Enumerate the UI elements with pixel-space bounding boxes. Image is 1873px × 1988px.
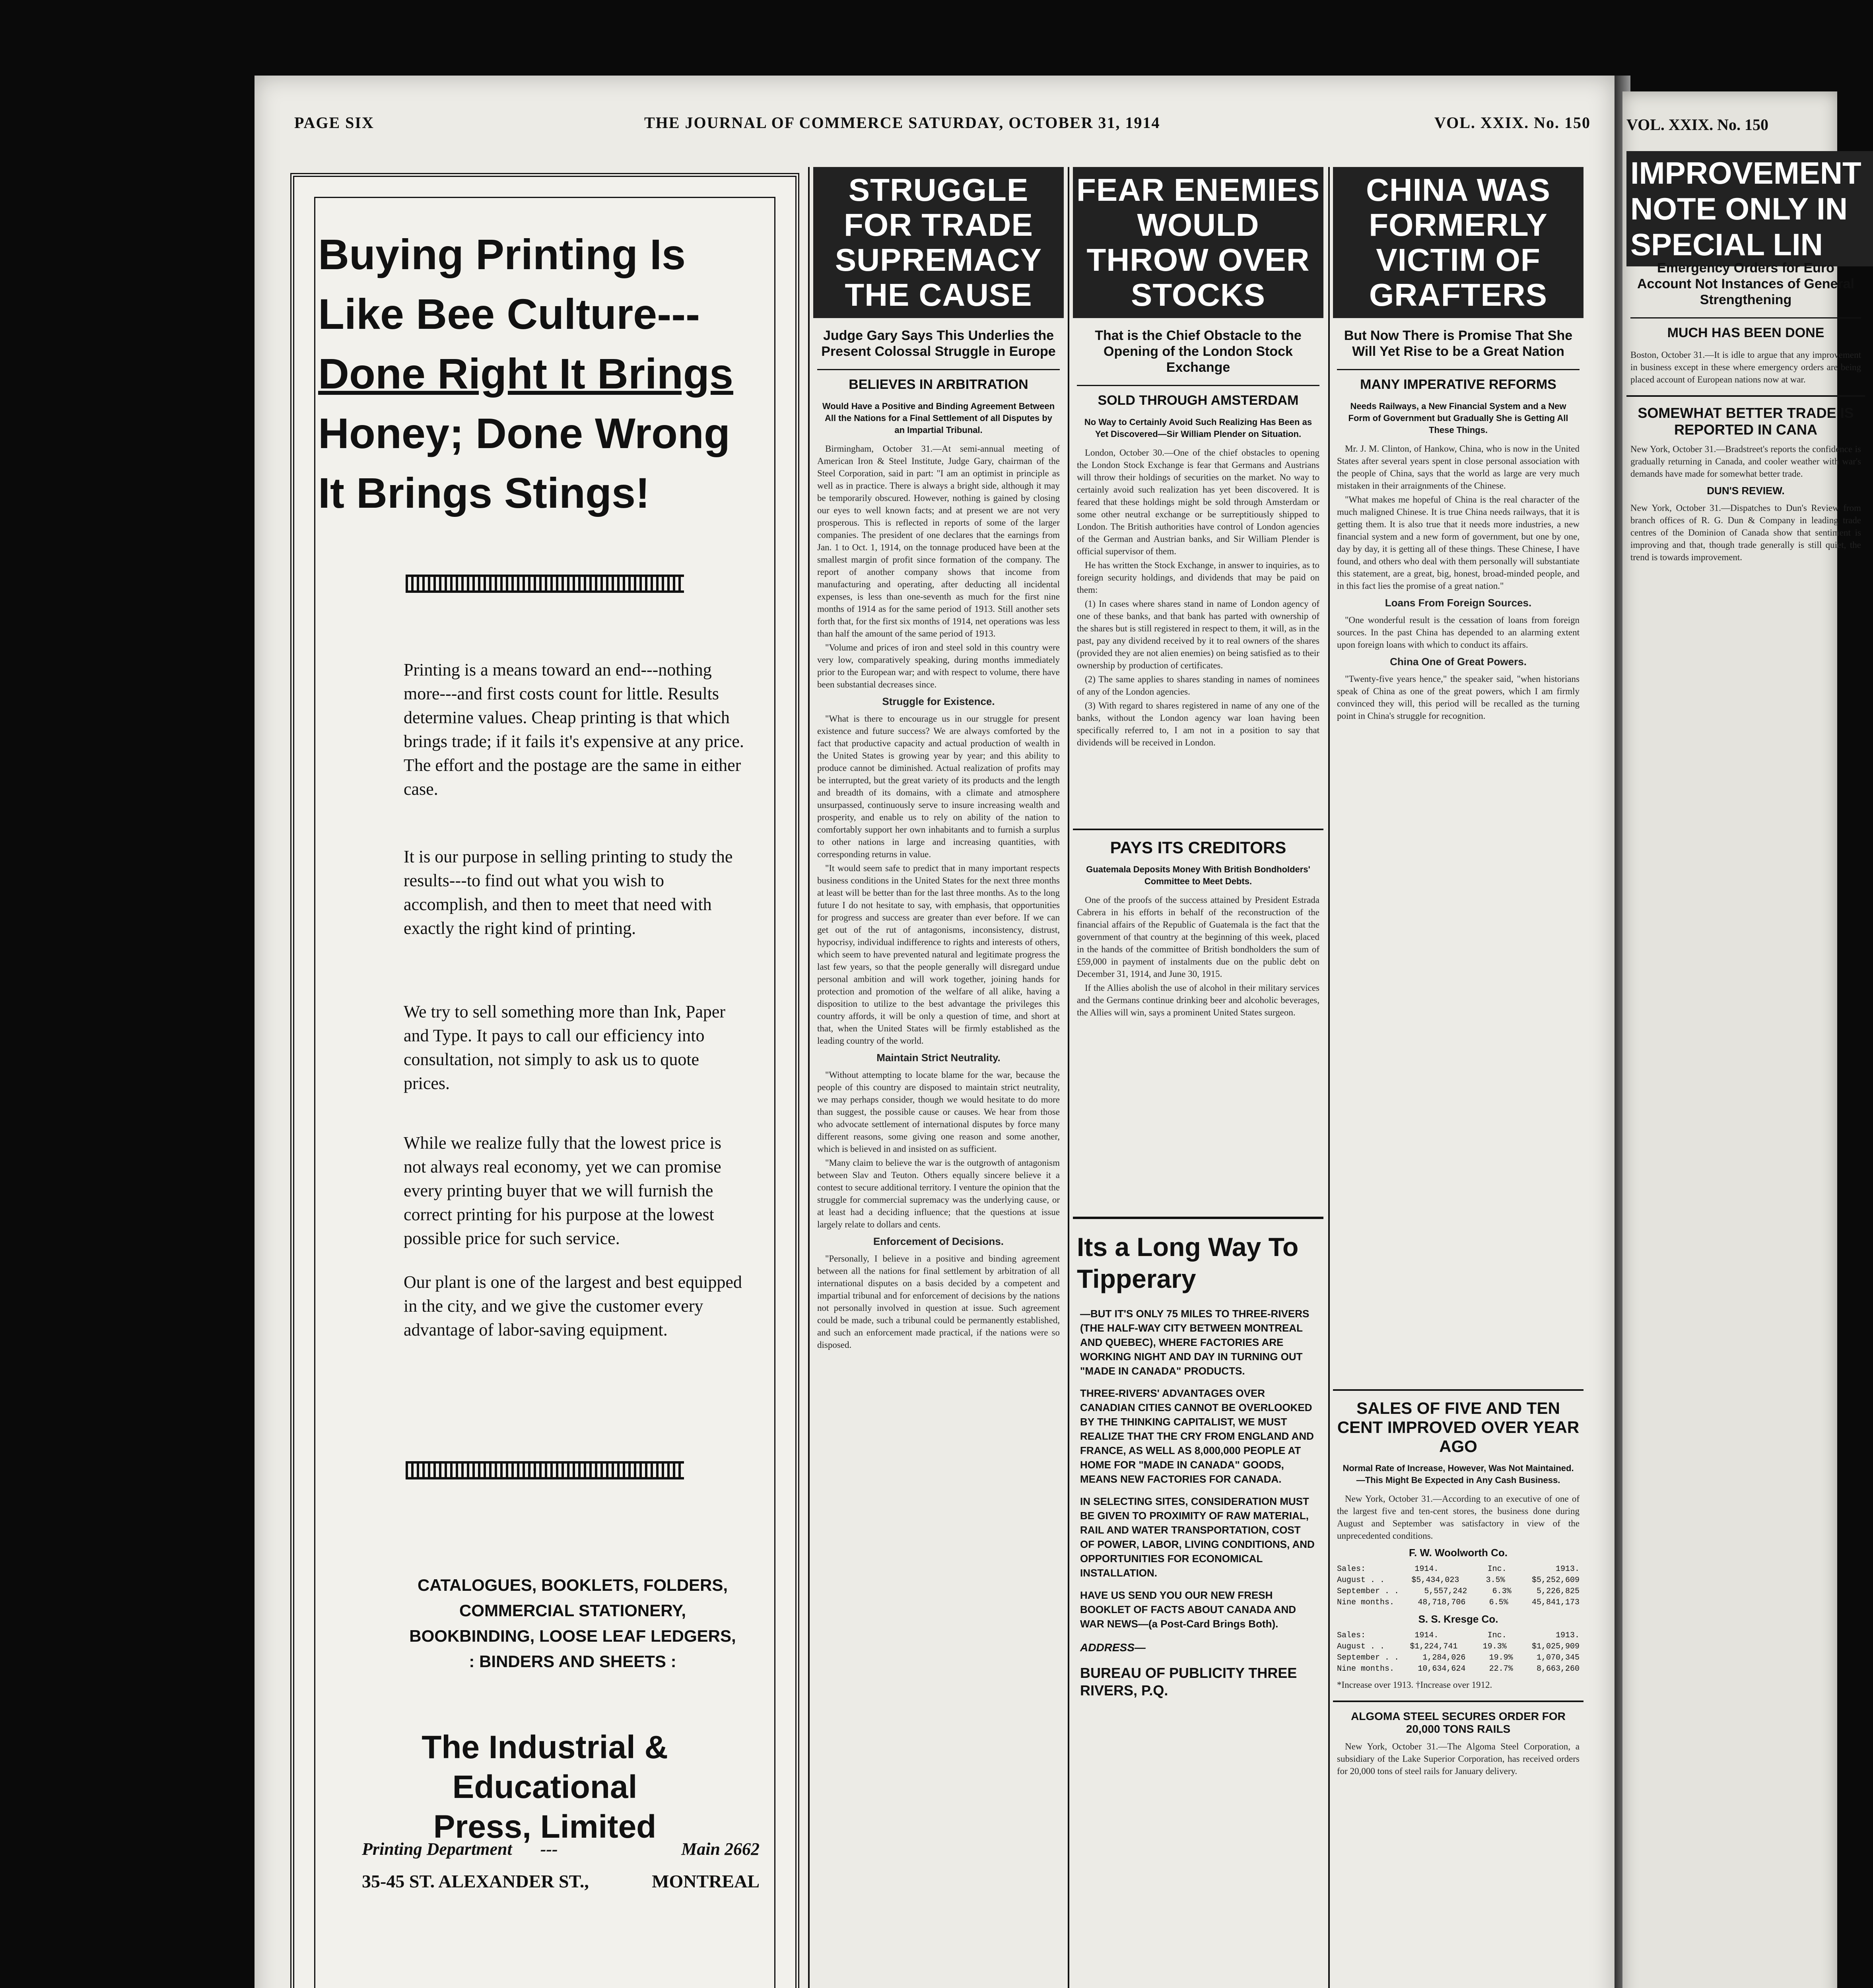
- sales-table: [1337, 1564, 1580, 1608]
- volume-number: VOL. XXIX. No. 150: [1626, 116, 1768, 134]
- address-street: 35-45 ST. ALEXANDER ST.,: [362, 1871, 589, 1891]
- paragraph: "Personally, I believe in a positive and binding agreement between all the nations for final settlement by arbitration of all international disputes on a basis decided by a competent and impartial tribunal and for enforcement of decisions by the nations not personally involved in question at issue. Such agreement could be made, such a tribunal could be permanently established, and such an enforcement made practical, if the nations were so disposed.: [817, 1254, 1060, 1350]
- ad-headline-line: Honey; Done Wrong: [318, 409, 730, 457]
- ad-paragraph: Printing is a means toward an end---nothing more---and first costs count for little. Results determine values. Cheap printing is that which brings trade; if it fails it's expensive at any price. The effort and the postage are the same in either case.: [404, 660, 744, 799]
- paragraph: Mr. J. M. Clinton, of Hankow, China, who is now in the United States after several years spent in close personal association with the people of China, says that the world as large are very much mistaken in their arraignments of the Chinese.: [1337, 444, 1580, 491]
- ad-headline: [318, 225, 764, 523]
- paragraph: New York, October 31.—According to an executive of one of the largest five and ten-cent stores, the business done during August and September was satisfactory in view of the unprecedented conditions.: [1337, 1494, 1580, 1541]
- tipperary-paragraph: —BUT IT'S ONLY 75 MILES TO THREE-RIVERS (THE HALF-WAY CITY BETWEEN MONTREAL AND QUEBEC), WHERE FACTORIES ARE WORKING NIGHT AND DAY IN TURNING OUT "MADE IN CANADA" PRODUCTS.: [1080, 1308, 1310, 1377]
- company-line: The Industrial & Educational: [422, 1729, 668, 1805]
- paragraph: (3) With regard to shares registered in name of any one of the banks, without the London agency war loan having been specifically referred to, I am not in a position to say that dividends will be received in London.: [1077, 701, 1319, 747]
- table-row: September . . 5,557,242 6.3% 5,226,825: [1337, 1587, 1580, 1596]
- masthead: THE JOURNAL OF COMMERCE SATURDAY, OCTOBER 31, 1914: [644, 114, 1160, 132]
- tipperary-title: Its a Long Way To Tipperary: [1077, 1232, 1299, 1293]
- ad-headline-line: Like Bee Culture---: [318, 290, 700, 338]
- ad-paragraph: We try to sell something more than Ink, Paper and Type. It pays to call our efficiency into consultation, not simply to ask us to quote prices.: [404, 1002, 726, 1093]
- paragraph: One of the proofs of the success attained by President Estrada Cabrera in his efforts in behalf of the reconstruction of the financial affairs of the Republic of Guatemala is the fact that the government of that country at the beginning of this week, placed in the hands of the committee of British bondholders the sum of £59,000 in payment of instalments due on the public debt on December 31, 1914, and June 30, 1915.: [1077, 895, 1319, 979]
- ad-headline-line: Done Right It Brings: [318, 349, 733, 398]
- article-deck: Judge Gary Says This Underlies the Present Colossal Struggle in Europe: [821, 328, 1056, 359]
- article-stock-exchange: [1073, 167, 1323, 819]
- paragraph: If the Allies abolish the use of alcohol in their military services and the Germans continue drinking beer and alcoholic beverages, the Allies will win, says a prominent United States surgeon.: [1077, 983, 1319, 1017]
- table-row: Sales: 1914. Inc. 1913.: [1337, 1631, 1580, 1640]
- ad-company-name: [326, 1728, 764, 1847]
- subheading: China One of Great Powers.: [1390, 656, 1527, 668]
- page-header: [294, 113, 1591, 133]
- article-headline: SOMEWHAT BETTER TRADE IS REPORTED IN CANA: [1626, 395, 1865, 438]
- paragraph: He has written the Stock Exchange, in answer to inquiries, as to foreign security holdings, and dividends that may be paid on them:: [1077, 560, 1319, 595]
- article-body: [817, 443, 1060, 1351]
- volume-number: VOL. XXIX. No. 150: [1434, 114, 1591, 132]
- article-deck: Emergency Orders for Euro Account Not Instances of General Strengthening: [1637, 260, 1854, 307]
- column-rule: [808, 167, 810, 1988]
- article-body: [1337, 1493, 1580, 1542]
- column-rule: [1328, 167, 1330, 1988]
- article-headline: STRUGGLE FOR TRADE SUPREMACY THE CAUSE: [813, 167, 1064, 318]
- article-headline: DUN'S REVIEW.: [1707, 485, 1785, 497]
- table-row: Nine months. 10,634,624 22.7% 8,663,260: [1337, 1664, 1580, 1673]
- tipperary-address-label: ADDRESS—: [1080, 1641, 1146, 1654]
- tipperary-address: BUREAU OF PUBLICITY THREE RIVERS, P.Q.: [1080, 1665, 1297, 1699]
- paragraph: Birmingham, October 31.—At semi-annual meeting of American Iron & Steel Institute, Judge Gary, chairman of the Steel Corporation, said in part: "I am an optimist in principle as well as in practice. There is always a bright side, although it may be temporarily obscured. However, nothing is gained by closing our eyes to well known facts; and at present we are not very prosperous. This is reflected in reports of some of the larger companies. The president of one declares that the earnings from Jan. 1 to Oct. 1, 1914, on the tonnage produced have been at the smallest margin of profit since formation of the company. The report of another company shows that income from manufacturing and operating, after deducting all incidental expenses, is less than one-seventh as much for the first nine months of 1914 as for the same period of 1913. Still another sets forth that, for the first six months of 1914, net operations was less than half the amount of the same period of 1913.: [817, 444, 1060, 639]
- article-deck: BELIEVES IN ARBITRATION: [817, 369, 1060, 392]
- article-body: [1077, 894, 1319, 1019]
- ad-headline-line: Buying Printing Is: [318, 230, 686, 278]
- article-deck: But Now There is Promise That She Will Yet Rise to be a Great Nation: [1344, 328, 1573, 359]
- article-deck: MUCH HAS BEEN DONE: [1630, 317, 1861, 341]
- table-title: S. S. Kresge Co.: [1418, 1613, 1498, 1625]
- article-headline: SALES OF FIVE AND TEN CENT IMPROVED OVER YEAR AGO: [1333, 1389, 1584, 1456]
- ad-services-list: [394, 1573, 752, 1674]
- table-footnote: *Increase over 1913. †Increase over 1912.: [1337, 1680, 1492, 1690]
- tipperary-advertisement: [1073, 1217, 1323, 1815]
- service-line: CATALOGUES, BOOKLETS, FOLDERS,: [417, 1576, 728, 1594]
- paragraph: New York, October 31.—Bradstreet's reports the confidence is gradually returning in Canada, and cooler weather with war's demands have made for somewhat better trade.: [1630, 444, 1861, 479]
- ad-paragraph: Our plant is one of the largest and best equipped in the city, and we give the customer every advantage of labor-saving equipment.: [404, 1272, 742, 1340]
- table-row: Sales: 1914. Inc. 1913.: [1337, 1565, 1580, 1574]
- article-headline: IMPROVEMENT NOTE ONLY IN SPECIAL LIN: [1626, 151, 1873, 266]
- article-subdeck: Normal Rate of Increase, However, Was Not Maintained.—This Might Be Expected in Any Cash Business.: [1343, 1463, 1574, 1485]
- article-deck: That is the Chief Obstacle to the Opening of the London Stock Exchange: [1095, 328, 1302, 375]
- table-row: Nine months. 48,718,706 6.5% 45,841,173: [1337, 1598, 1580, 1607]
- service-line: COMMERCIAL STATIONERY,: [459, 1601, 686, 1620]
- service-line: BOOKBINDING, LOOSE LEAF LEDGERS,: [409, 1627, 736, 1645]
- article-body: [1337, 443, 1580, 722]
- article-body: [1337, 1740, 1580, 1777]
- address-city: MONTREAL: [652, 1871, 760, 1891]
- paragraph: "One wonderful result is the cessation of loans from foreign sources. In the past China has depended to an alarming extent upon foreign loans with which to conduct its affairs.: [1337, 615, 1580, 650]
- article-china: [1333, 167, 1584, 962]
- paragraph: "Volume and prices of iron and steel sold in this country were very low, comparatively speaking, during months immediately prior to the European war; and with respect to volume, there have been substantial decreases since.: [817, 643, 1060, 689]
- ad-paragraph: While we realize fully that the lowest price is not always real economy, yet we can promise every printing buyer that we will furnish the correct printing for his purpose at the lowest possible price for such service.: [404, 1133, 722, 1248]
- article-subdeck: Needs Railways, a New Financial System and a New Form of Government but Gradually She is Getting All These Things.: [1348, 401, 1568, 435]
- article-deck: SOLD THROUGH AMSTERDAM: [1077, 385, 1319, 408]
- printing-advertisement: [290, 173, 799, 1988]
- table-row: August . . $5,434,023 3.5% $5,252,609: [1337, 1576, 1580, 1585]
- tipperary-paragraph: HAVE US SEND YOU OUR NEW FRESH BOOKLET OF FACTS ABOUT CANADA AND WAR NEWS—(a Post-Card Brings Both).: [1080, 1589, 1296, 1630]
- article-subdeck: Would Have a Positive and Binding Agreement Between All the Nations for a Final Settlement of all Disputes by an Impartial Tribunal.: [822, 401, 1055, 435]
- article-column: [1626, 250, 1865, 563]
- subheading: Maintain Strict Neutrality.: [876, 1052, 1001, 1064]
- table-row: August . . $1,224,741 19.3% $1,025,909: [1337, 1642, 1580, 1651]
- ad-phone-line: Printing Department --- Main 2662: [362, 1839, 760, 1859]
- subheading: Struggle for Existence.: [882, 695, 995, 707]
- subheading: Loans From Foreign Sources.: [1385, 597, 1532, 609]
- company-line: Press, Limited: [433, 1809, 657, 1845]
- sales-table: [1337, 1630, 1580, 1675]
- paragraph: "Without attempting to locate blame for the war, because the people of this country are disposed to maintain strict neutrality, we may perhaps consider, though we would hesitate to do more than suggest, the possible cause or causes. We hear from those who advocate settlement of international disputes by force many different reasons, some giving one reason and some another, which is believed in and insisted on as sufficient.: [817, 1070, 1060, 1154]
- paragraph: (1) In cases where shares stand in name of London agency of one of these banks, and that bank has parted with ownership of the shares but is still registered in respect to them, it will, as in the past, pay any dividend received by it to real owners of the shares (provided they are not alien enemies) on being satisfied as to their ownership by production of certificates.: [1077, 599, 1319, 670]
- article-deck: MANY IMPERATIVE REFORMS: [1337, 369, 1580, 392]
- tipperary-paragraph: IN SELECTING SITES, CONSIDERATION MUST BE GIVEN TO PROXIMITY OF RAW MATERIAL, RAIL AND WATER TRANSPORTATION, COST OF POWER, LABOR, LIVING CONDITIONS, AND OPPORTUNITIES FOR ECONOMICAL INSTALLATION.: [1080, 1495, 1315, 1579]
- phone-number: Main 2662: [681, 1839, 760, 1859]
- paragraph: Boston, October 31.—It is idle to argue that any improvement in business except in these where emergency orders are being placed account of European nations now at war.: [1630, 350, 1861, 384]
- paragraph: "What is there to encourage us in our struggle for present existence and future success? We are always comforted by the fact that productive capacity and actual production of wealth in the United States is growing year by year; and this ability to produce cannot be diminished. Actual realization of profits may be interrupted, but the great variety of its products and the length and breadth of its domains, with a climate and atmosphere unsurpassed, continuously serve to insure increasing wealth and prosperity, and enable us to rely on ability of the nation to comfortably support her own inhabitants and to furnish a surplus to other nations in large and increasing quantities, with corresponding returns in value.: [817, 714, 1060, 859]
- paragraph: New York, October 31.—The Algoma Steel Corporation, a subsidiary of the Lake Superior Corporation, has received orders for 20,000 tons of steel rails for January delivery.: [1337, 1741, 1580, 1776]
- article-subdeck: Guatemala Deposits Money With British Bondholders' Committee to Meet Debts.: [1086, 864, 1310, 886]
- article-subdeck: No Way to Certainly Avoid Such Realizing Has Been as Yet Discovered—Sir William Plender on Situation.: [1084, 417, 1312, 439]
- subheading: Enforcement of Decisions.: [873, 1235, 1004, 1247]
- article-headline: ALGOMA STEEL SECURES ORDER FOR 20,000 TONS RAILS: [1333, 1701, 1584, 1736]
- column-rule: [1068, 167, 1069, 1988]
- paragraph: London, October 30.—One of the chief obstacles to opening the London Stock Exchange is fear that Germans and Austrians will throw their holdings of securities on the market. No way to certainly avoid such realization has yet been discovered. It is feared that these holdings might be sold through Amsterdam or some other neutral exchange or be surreptitiously shipped to London. The British authorities have control of London agencies of the German and Austrian banks, and Sir William Plender is official supervisor of them.: [1077, 448, 1319, 556]
- page-label: PAGE SIX: [294, 114, 374, 132]
- table-title: F. W. Woolworth Co.: [1409, 1547, 1508, 1559]
- ad-paragraph: It is our purpose in selling printing to study the results---to find out what you wish to accomplish, and then to meet that need with exactly the right kind of printing.: [404, 847, 733, 938]
- paragraph: "It would seem safe to predict that in many important respects business conditions in the United States for the next three months at least will be better than for the last three months. As to the long future I do not hesitate to say, with emphasis, that opportunities for progress and success are greater than ever before. If we can get out of the rut of antagonisms, inconsistency, distrust, hypocrisy, individual indifference to rights and interests of others, which seem to have prevented natural and legitimate progress the last few years, so that the people generally will disregard undue personal ambition and will work together, joining hands for protection and promotion of the welfare of all alike, having a disposition to utilize to the best advantage the privileges this country affords, it will be only a question of time, and short at that, when the United States will be firmly established as the leading country of the world.: [817, 863, 1060, 1046]
- service-line: : BINDERS AND SHEETS :: [469, 1652, 676, 1671]
- paragraph: "What makes me hopeful of China is the real character of the much maligned Chinese. It is true China needs railways, that it is getting them. It is also true that it needs more industries, a new financial system and a new form of government, but one by one, day by day, it is getting all of these things. These Chinese, I have found, and others who deal with them personally will substantiate this statement, are a great, big, honest, broad-minded people, and in this fact lies the promise of a great nation.": [1337, 495, 1580, 591]
- paragraph: New York, October 31.—Dispatches to Dun's Review from branch offices of R. G. Dun & Company in leading trade centres of the Dominion of Canada show that sentiment is improving and that, though trade generally is still quiet, the trend is towards improvement.: [1630, 503, 1861, 562]
- tipperary-paragraph: THREE-RIVERS' ADVANTAGES OVER CANADIAN CITIES CANNOT BE OVERLOOKED BY THE THINKING CAPITALIST, WE MUST REALIZE THAT THE CRY FROM ENGLAND AND FRANCE, AS WELL AS 8,000,000 PEOPLE AT HOME FOR "MADE IN CANADA" GOODS, MEANS NEW FACTORIES FOR CANADA.: [1080, 1387, 1314, 1485]
- article-headline: PAYS ITS CREDITORS: [1073, 829, 1323, 857]
- table-row: September . . 1,284,026 19.9% 1,070,345: [1337, 1653, 1580, 1662]
- paragraph: "Many claim to believe the war is the outgrowth of antagonism between Slav and Teuton. Others equally sincere believe it a contest to secure additional territory. I venture the opinion that the struggle for commercial supremacy was the underlying cause, or at least had a deciding influence; that the questions at issue largely relate to dollars and cents.: [817, 1158, 1060, 1229]
- article-trade-supremacy: [813, 167, 1064, 1988]
- article-headline: FEAR ENEMIES WOULD THROW OVER STOCKS: [1073, 167, 1323, 318]
- ad-headline-line: It Brings Stings!: [318, 469, 650, 517]
- article-headline: CHINA WAS FORMERLY VICTIM OF GRAFTERS: [1333, 167, 1584, 318]
- newspaper-page: [255, 76, 1615, 1988]
- ornamental-divider: [406, 575, 684, 593]
- article-five-ten-cent: [1333, 1380, 1584, 1988]
- adjacent-page: [1622, 91, 1861, 1988]
- paragraph: (2) The same applies to shares standing in names of nominees of any of the London agencies.: [1077, 674, 1319, 697]
- department-label: Printing Department: [362, 1839, 512, 1859]
- ad-address-line: [362, 1871, 760, 1892]
- article-body: [1077, 447, 1319, 749]
- paragraph: "Twenty-five years hence," the speaker said, "when historians speak of China as one of the great powers, which I am firmly convinced they will, this period will be recalled as the turning point in China's struggle for recognition.: [1337, 674, 1580, 721]
- ornamental-divider: [406, 1461, 684, 1479]
